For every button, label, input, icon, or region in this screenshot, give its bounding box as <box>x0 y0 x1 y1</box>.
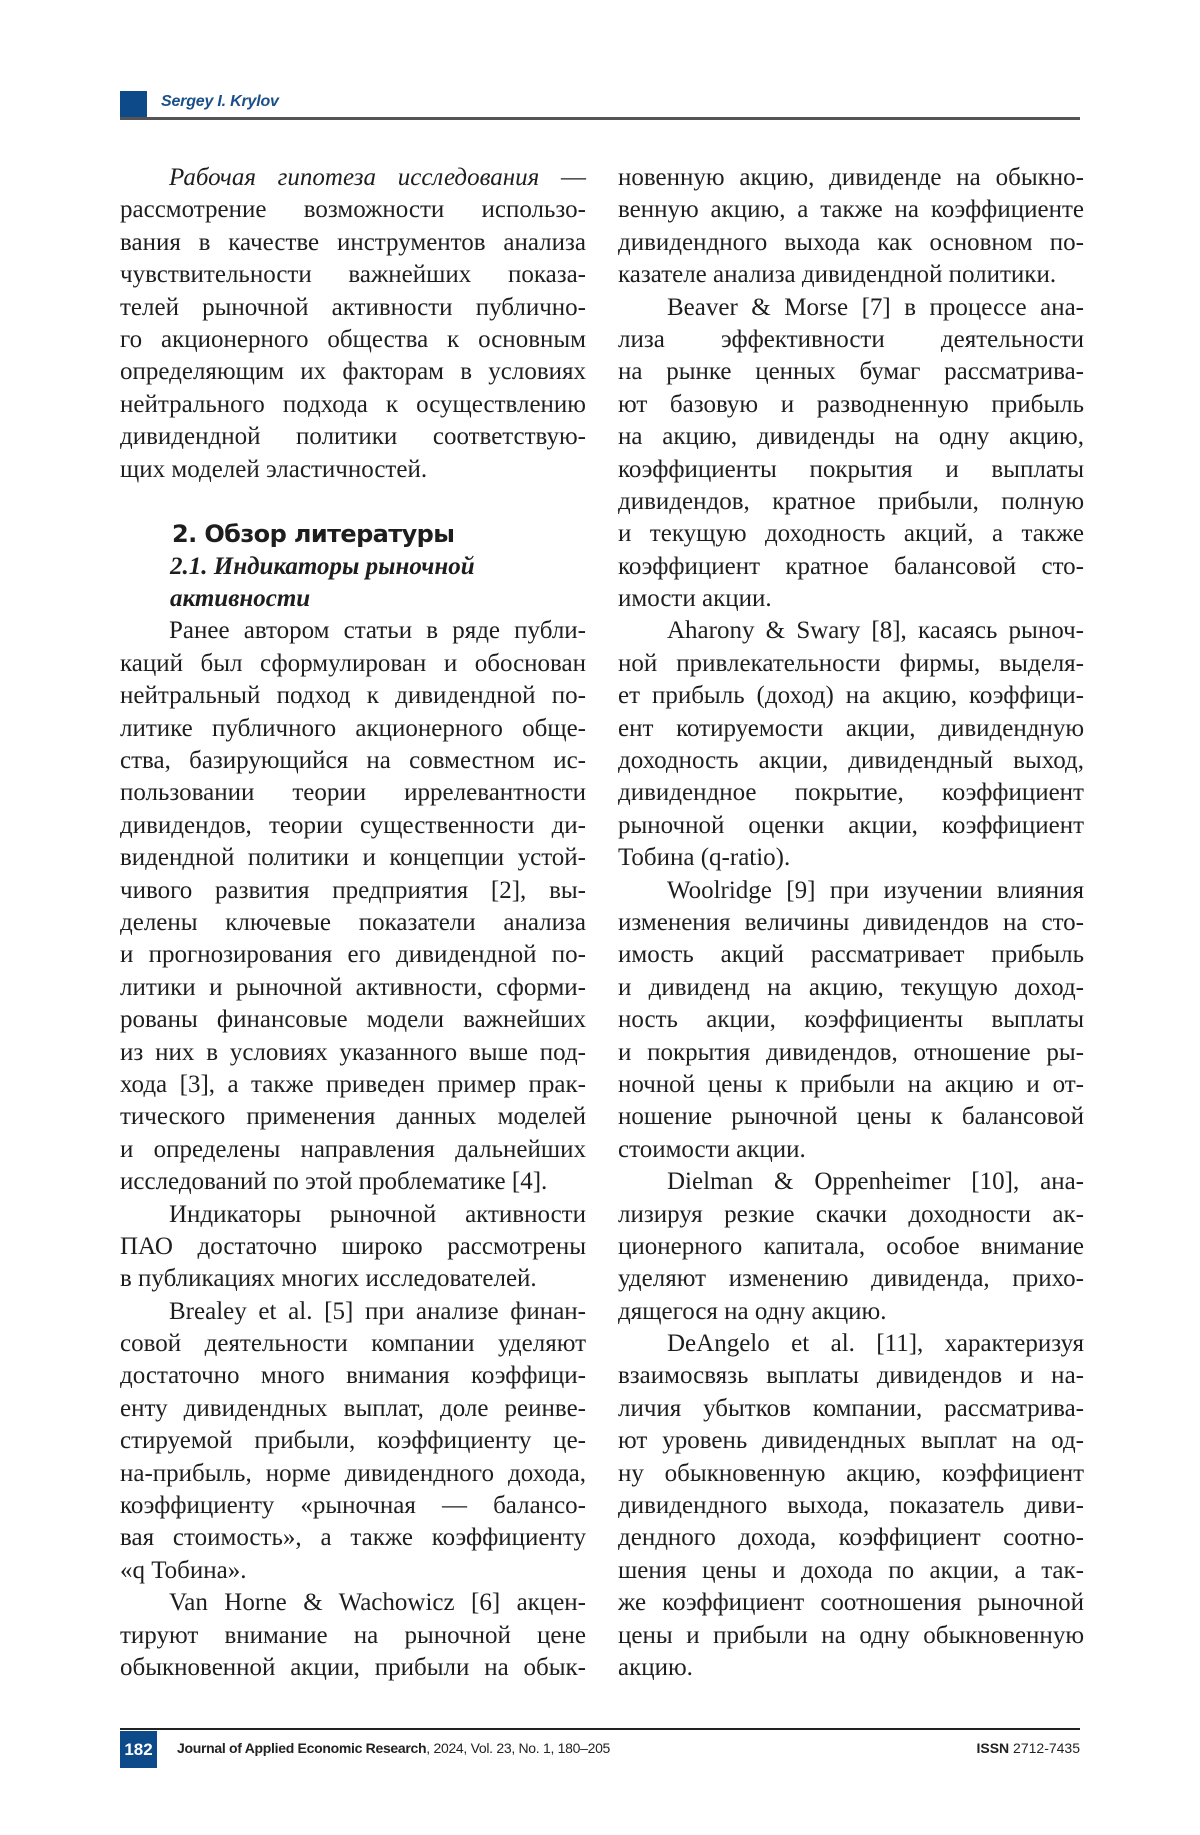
text-line: литики и рыночной активности, сформи- <box>120 972 586 1004</box>
text-line: DeAngelo et al. [11], характеризуя <box>618 1328 1084 1360</box>
text-line: ционерного капитала, особое внимание <box>618 1231 1084 1263</box>
text-line: стоимости акции. <box>618 1134 1084 1166</box>
paragraph <box>618 292 1084 616</box>
text-line: ют уровень дивидендных выплат на од- <box>618 1425 1084 1457</box>
text-line: «q Тобина». <box>120 1555 586 1587</box>
text-line: изменения величины дивидендов на сто- <box>618 907 1084 939</box>
text-line: достаточно много внимания коэффици- <box>120 1360 586 1392</box>
running-header-author: Sergey I. Krylov <box>161 93 279 111</box>
text-line: рассмотрение возможности использо- <box>120 194 586 226</box>
text-line: дивидендов, кратное прибыли, полную <box>618 486 1084 518</box>
text-line: тического применения данных моделей <box>120 1101 586 1133</box>
text-line: казателе анализа дивидендной политики. <box>618 259 1084 291</box>
text-line: имости акции. <box>618 583 1084 615</box>
text-line: на акцию, дивиденды на одну акцию, <box>618 421 1084 453</box>
subsection-heading-cont: активности <box>120 583 586 615</box>
text-line: ют базовую и разводненную прибыль <box>618 389 1084 421</box>
text-line: на рынке ценных бумаг рассматрива- <box>618 356 1084 388</box>
text-line: коэффициент кратное балансовой сто- <box>618 551 1084 583</box>
issn: ISSN 2712-7435 <box>976 1740 1080 1756</box>
text-line: Beaver & Morse [7] в процессе ана- <box>618 292 1084 324</box>
text-line: дящегося на одну акцию. <box>618 1296 1084 1328</box>
text-line: на-прибыль, норме дивидендного дохода, <box>120 1458 586 1490</box>
paragraph <box>618 875 1084 1167</box>
text-line: чувствительности важнейших показа- <box>120 259 586 291</box>
paragraph <box>120 1296 586 1588</box>
subsection-heading: 2.1. Индикаторы рыночной <box>120 551 586 583</box>
paragraph <box>618 615 1084 874</box>
text-line: имость акций рассматривает прибыль <box>618 939 1084 971</box>
paragraph <box>120 615 586 1198</box>
text-line: дивидендов, теории существенности ди- <box>120 810 586 842</box>
journal-name: Journal of Applied Economic Research <box>177 1740 426 1756</box>
text-line: дивидендного выхода, показатель диви- <box>618 1490 1084 1522</box>
text-line: Brealey et al. [5] при анализе финан- <box>120 1296 586 1328</box>
text-line: Ранее автором статьи в ряде публи- <box>120 615 586 647</box>
text-line: уделяют изменению дивиденда, прихо- <box>618 1263 1084 1295</box>
text-line: ночной цены к прибыли на акцию и от- <box>618 1069 1084 1101</box>
journal-citation <box>177 1740 610 1756</box>
footer-rule <box>120 1728 1080 1730</box>
text-line: вая стоимость», а также коэффициенту <box>120 1522 586 1554</box>
text-line: личия убытков компании, рассматрива- <box>618 1393 1084 1425</box>
text-line: и текущую доходность акций, а также <box>618 518 1084 550</box>
text-line: шения цены и дохода по акции, а так- <box>618 1555 1084 1587</box>
text-line: венную акцию, а также на коэффициенте <box>618 194 1084 226</box>
text-line: вания в качестве инструментов анализа <box>120 227 586 259</box>
text-line: коэффициенту «рыночная — балансо- <box>120 1490 586 1522</box>
text-line: ент котируемости акции, дивидендную <box>618 713 1084 745</box>
text-line: Dielman & Oppenheimer [10], ана- <box>618 1166 1084 1198</box>
text-line: ность акции, коэффициенты выплаты <box>618 1004 1084 1036</box>
text-line: рыночной оценки акции, коэффициент <box>618 810 1084 842</box>
paragraph <box>120 1587 586 1684</box>
text-line: дендного дохода, коэффициент соотно- <box>618 1522 1084 1554</box>
spacer <box>120 486 586 518</box>
text-line: лизируя резкие скачки доходности ак- <box>618 1199 1084 1231</box>
text-line: видендной политики и концепции устой- <box>120 842 586 874</box>
text-line: ПАО достаточно широко рассмотрены <box>120 1231 586 1263</box>
text-line: телей рыночной активности публично- <box>120 292 586 324</box>
text-line: определяющим их факторам в условиях <box>120 356 586 388</box>
text-line: коэффициенты покрытия и выплаты <box>618 454 1084 486</box>
text-line: хода [3], а также приведен пример прак- <box>120 1069 586 1101</box>
text-line: Van Horne & Wachowicz [6] акцен- <box>120 1587 586 1619</box>
text-line: нейтрального подхода к осуществлению <box>120 389 586 421</box>
paragraph <box>618 162 1084 292</box>
text-line: тируют внимание на рыночной цене <box>120 1620 586 1652</box>
intro-line: Рабочая гипотеза исследования — <box>120 162 586 194</box>
text-line: дивидендного выхода как основном по- <box>618 227 1084 259</box>
paragraph <box>618 1328 1084 1684</box>
text-line: лиза эффективности деятельности <box>618 324 1084 356</box>
text-line: стируемой прибыли, коэффициенту це- <box>120 1425 586 1457</box>
header-accent-block <box>120 91 147 119</box>
text-line: и дивиденд на акцию, текущую доход- <box>618 972 1084 1004</box>
text-line: и прогнозирования его дивидендной по- <box>120 939 586 971</box>
text-line: исследований по этой проблематике [4]. <box>120 1166 586 1198</box>
text-line: ношение рыночной цены к балансовой <box>618 1101 1084 1133</box>
text-line: нейтральный подход к дивидендной по- <box>120 680 586 712</box>
text-line: ну обыкновенную акцию, коэффициент <box>618 1458 1084 1490</box>
text-line: совой деятельности компании уделяют <box>120 1328 586 1360</box>
page-number: 182 <box>120 1731 157 1768</box>
hypothesis-lead: Рабочая гипотеза исследования <box>169 164 539 191</box>
text-line: ет прибыль (доход) на акцию, коэффици- <box>618 680 1084 712</box>
text-line: из них в условиях указанного выше под- <box>120 1037 586 1069</box>
text-line: взаимосвязь выплаты дивидендов и на- <box>618 1360 1084 1392</box>
section-heading: 2. Обзор литературы <box>120 518 586 550</box>
text-line: и определены направления дальнейших <box>120 1134 586 1166</box>
text-line: щих моделей эластичностей. <box>120 454 586 486</box>
text-line: енту дивидендных выплат, доле реинве- <box>120 1393 586 1425</box>
text-line: пользовании теории иррелевантности <box>120 777 586 809</box>
header-rule <box>120 117 1080 120</box>
text-line: чивого развития предприятия [2], вы- <box>120 875 586 907</box>
text-line: акцию. <box>618 1652 1084 1684</box>
text-line: дивидендное покрытие, коэффициент <box>618 777 1084 809</box>
text-line: новенную акцию, дивиденде на обыкно- <box>618 162 1084 194</box>
text-line: доходность акции, дивидендный выход, <box>618 745 1084 777</box>
text-line: делены ключевые показатели анализа <box>120 907 586 939</box>
text-line: Woolridge [9] при изучении влияния <box>618 875 1084 907</box>
text-line: дивидендной политики соответствую- <box>120 421 586 453</box>
text-line: Индикаторы рыночной активности <box>120 1199 586 1231</box>
text-line: Тобина (q-ratio). <box>618 842 1084 874</box>
left-column <box>120 162 586 1684</box>
text-line: ной привлекательности фирмы, выделя- <box>618 648 1084 680</box>
text-line: и покрытия дивидендов, отношение ры- <box>618 1037 1084 1069</box>
paragraph <box>618 1166 1084 1328</box>
journal-details: , 2024, Vol. 23, No. 1, 180–205 <box>426 1740 610 1756</box>
text-line: же коэффициент соотношения рыночной <box>618 1587 1084 1619</box>
right-column <box>618 162 1084 1684</box>
text-line: литике публичного акционерного обще- <box>120 713 586 745</box>
text-line: го акционерного общества к основным <box>120 324 586 356</box>
text-line: рованы финансовые модели важнейших <box>120 1004 586 1036</box>
text-line: ства, базирующийся на совместном ис- <box>120 745 586 777</box>
text-line: цены и прибыли на одну обыкновенную <box>618 1620 1084 1652</box>
text-line: в публикациях многих исследователей. <box>120 1263 586 1295</box>
text-line: обыкновенной акции, прибыли на обык- <box>120 1652 586 1684</box>
text-line: Aharony & Swary [8], касаясь рыноч- <box>618 615 1084 647</box>
paragraph <box>120 1199 586 1296</box>
text-line: каций был сформулирован и обоснован <box>120 648 586 680</box>
